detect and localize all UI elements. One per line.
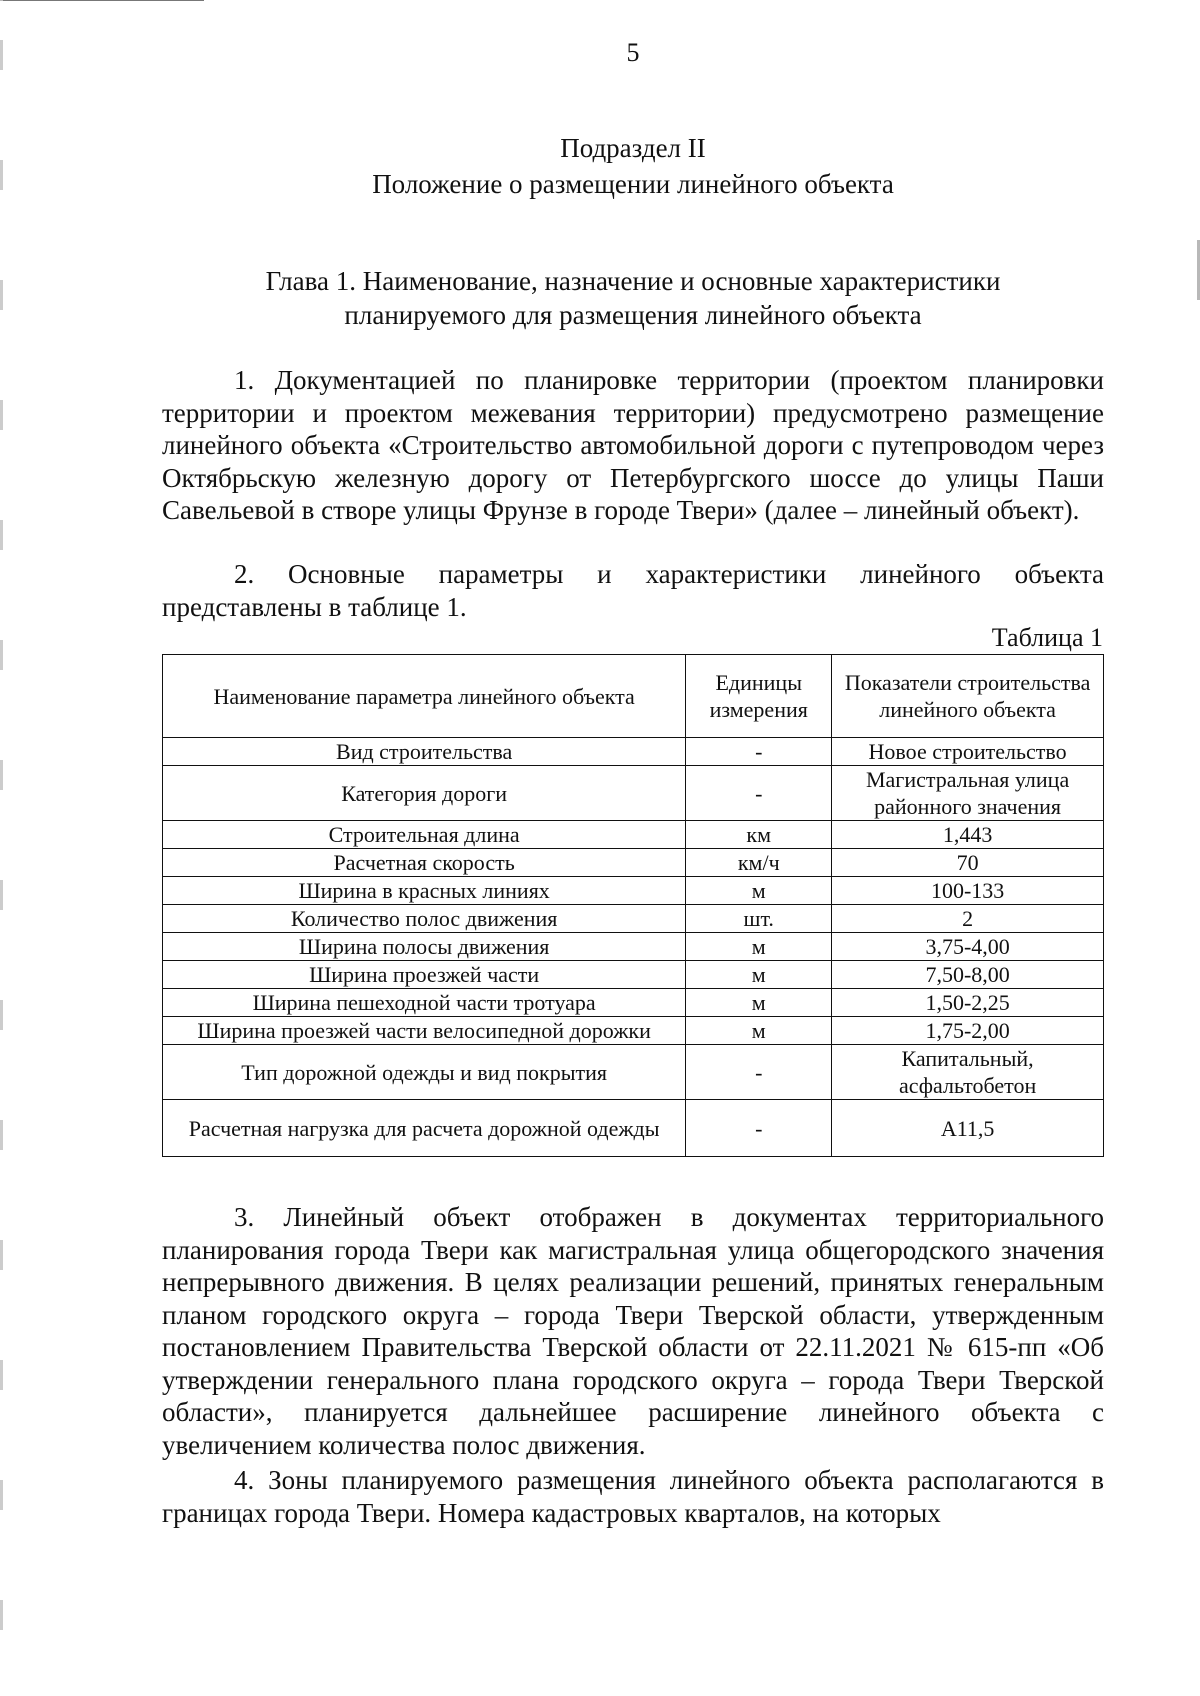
- table-row: [163, 849, 1104, 877]
- scan-artifact-left: [0, 0, 3, 1696]
- row-value: Капитальный, асфальтобетон: [832, 1045, 1104, 1100]
- table-row: [163, 933, 1104, 961]
- table-row: [163, 961, 1104, 989]
- row-unit: -: [686, 1045, 832, 1100]
- table-row: [163, 1045, 1104, 1100]
- paragraph-3: 3. Линейный объект отображен в документах территориального планирования города Твери как магистральная улица общегородского значения непрерывного движения. В целях реализации решений, принятых генеральным планом городского округа – города Твери Тверской области, утвержденным постановлением Правительства Тверской области от 22.11.2021 № 615-пп «Об утверждении генерального плана городского округа – города Твери Тверской области», планируется дальнейшее расширение линейного объекта с увеличением количества полос движения.: [162, 1202, 1104, 1460]
- row-unit: м: [686, 1017, 832, 1045]
- paragraph-1: 1. Документацией по планировке территории (проектом планировки территории и проектом межевания территории) предусмотрено размещение линейного объекта «Строительство автомобильной дороги с путепроводом через Октябрьскую железную дорогу от Петербургского шоссе до улицы Паши Савельевой в створе улицы Фрунзе в городе Твери» (далее – линейный объект).: [162, 365, 1104, 525]
- row-value: 1,443: [832, 821, 1104, 849]
- row-value: Новое строительство: [832, 738, 1104, 766]
- table-caption: Таблица 1: [991, 623, 1103, 652]
- row-value: 1,50-2,25: [832, 989, 1104, 1017]
- row-param: Количество полос движения: [163, 905, 686, 933]
- header-param: Наименование параметра линейного объекта: [163, 655, 686, 738]
- table-row: [163, 877, 1104, 905]
- paragraph-2: 2. Основные параметры и характеристики линейного объекта представлены в таблице 1.: [162, 559, 1104, 622]
- row-value: 7,50-8,00: [832, 961, 1104, 989]
- row-unit: м: [686, 877, 832, 905]
- row-value: 100-133: [832, 877, 1104, 905]
- row-param: Ширина в красных линиях: [163, 877, 686, 905]
- scan-artifact-top: [0, 0, 204, 1]
- row-value: 70: [832, 849, 1104, 877]
- row-unit: -: [686, 1100, 832, 1157]
- row-unit: м: [686, 933, 832, 961]
- header-unit: Единицы измерения: [686, 655, 832, 738]
- table-row: [163, 766, 1104, 821]
- subsection-subtitle: Положение о размещении линейного объекта: [372, 169, 894, 199]
- chapter-title-line2: планируемого для размещения линейного объекта: [344, 300, 922, 330]
- row-param: Вид строительства: [163, 738, 686, 766]
- row-value: 1,75-2,00: [832, 1017, 1104, 1045]
- table-row: [163, 738, 1104, 766]
- row-param: Ширина пешеходной части тротуара: [163, 989, 686, 1017]
- chapter-title-line1: Глава 1. Наименование, назначение и основные характеристики: [265, 266, 1001, 296]
- row-unit: км/ч: [686, 849, 832, 877]
- row-value: А11,5: [832, 1100, 1104, 1157]
- table-row: [163, 1017, 1104, 1045]
- subsection-title: Подраздел II: [560, 133, 706, 163]
- row-value: 3,75-4,00: [832, 933, 1104, 961]
- row-param: Категория дороги: [163, 766, 686, 821]
- row-unit: шт.: [686, 905, 832, 933]
- row-param: Расчетная скорость: [163, 849, 686, 877]
- table-row: [163, 821, 1104, 849]
- table-header-row: [163, 655, 1104, 738]
- row-unit: -: [686, 766, 832, 821]
- table-row: [163, 905, 1104, 933]
- row-unit: м: [686, 961, 832, 989]
- row-unit: м: [686, 989, 832, 1017]
- row-param: Строительная длина: [163, 821, 686, 849]
- row-param: Ширина полосы движения: [163, 933, 686, 961]
- table-row: [163, 989, 1104, 1017]
- parameters-table: [162, 654, 1104, 1157]
- row-unit: -: [686, 738, 832, 766]
- row-value: Магистральная улица районного значения: [832, 766, 1104, 821]
- row-unit: км: [686, 821, 832, 849]
- table-row: [163, 1100, 1104, 1157]
- page-number: 5: [626, 38, 640, 67]
- row-value: 2: [832, 905, 1104, 933]
- paragraph-4: 4. Зоны планируемого размещения линейного объекта располагаются в границах города Твери. Номера кадастровых кварталов, на которых: [162, 1465, 1104, 1528]
- header-value: Показатели строительства линейного объекта: [832, 655, 1104, 738]
- row-param: Ширина проезжей части велосипедной дорожки: [163, 1017, 686, 1045]
- row-param: Ширина проезжей части: [163, 961, 686, 989]
- row-param: Тип дорожной одежды и вид покрытия: [163, 1045, 686, 1100]
- row-param: Расчетная нагрузка для расчета дорожной одежды: [163, 1100, 686, 1157]
